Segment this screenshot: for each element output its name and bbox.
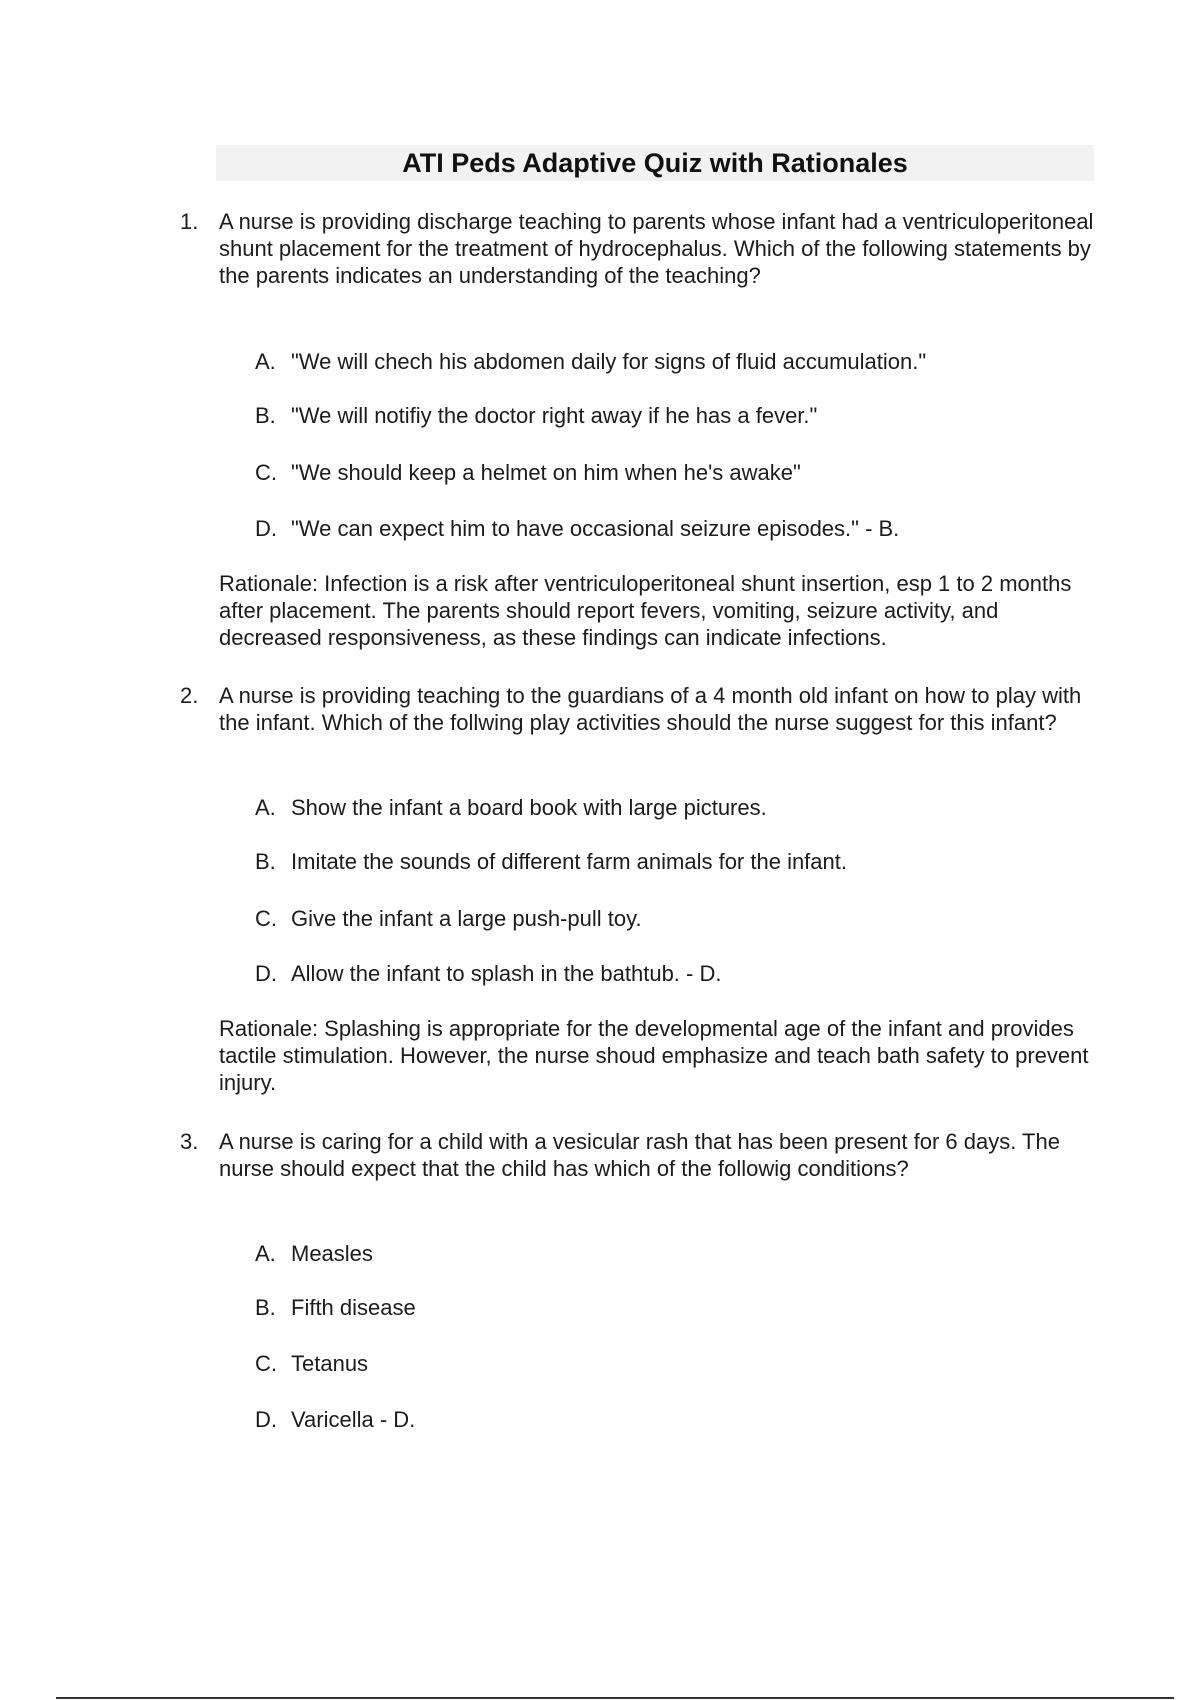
- option-text: "We can expect him to have occasional seizure episodes." - B.: [291, 516, 900, 541]
- option-text: Varicella - D.: [291, 1407, 416, 1432]
- answer-option-a: [255, 794, 767, 821]
- option-text: Imitate the sounds of different farm animals for the infant.: [291, 849, 847, 874]
- option-text: "We should keep a helmet on him when he's awake": [291, 460, 801, 485]
- answer-option-c: [255, 905, 642, 932]
- answer-option-d: [255, 515, 899, 542]
- option-letter: A.: [255, 1241, 276, 1266]
- question-number: 1.: [180, 209, 199, 234]
- option-text: Fifth disease: [291, 1295, 416, 1320]
- option-text: Give the infant a large push-pull toy.: [291, 906, 642, 931]
- option-letter: B.: [255, 1295, 276, 1320]
- option-letter: A.: [255, 795, 276, 820]
- answer-option-d: [255, 1406, 415, 1433]
- option-letter: B.: [255, 403, 276, 428]
- answer-option-d: [255, 960, 721, 987]
- answer-option-c: [255, 1350, 368, 1377]
- option-letter: D.: [255, 961, 277, 986]
- option-text: Allow the infant to splash in the bathtub. - D.: [291, 961, 722, 986]
- option-letter: C.: [255, 1351, 277, 1376]
- answer-option-a: [255, 348, 926, 375]
- question-text: A nurse is caring for a child with a vesicular rash that has been present for 6 days. The nurse should expect that the child has which of the followig conditions?: [219, 1129, 1060, 1181]
- option-letter: D.: [255, 516, 277, 541]
- option-letter: A.: [255, 349, 276, 374]
- option-text: "We will chech his abdomen daily for signs of fluid accumulation.": [291, 349, 927, 374]
- question-text: A nurse is providing teaching to the guardians of a 4 month old infant on how to play with the infant. Which of the follwing play activities should the nurse suggest for this infant?: [219, 683, 1082, 735]
- option-letter: B.: [255, 849, 276, 874]
- option-text: "We will notifiy the doctor right away if he has a fever.": [291, 403, 818, 428]
- answer-option-c: [255, 459, 801, 486]
- answer-option-b: [255, 848, 847, 875]
- rationale-text: Rationale: Splashing is appropriate for the developmental age of the infant and provides tactile stimulation. However, the nurse shoud emphasize and teach bath safety to prevent injury.: [219, 1016, 1089, 1095]
- option-text: Show the infant a board book with large pictures.: [291, 795, 767, 820]
- option-letter: C.: [255, 906, 277, 931]
- page-title: ATI Peds Adaptive Quiz with Rationales: [216, 145, 1094, 181]
- option-text: Measles: [291, 1241, 373, 1266]
- answer-option-b: [255, 402, 817, 429]
- option-text: Tetanus: [291, 1351, 369, 1376]
- option-letter: D.: [255, 1407, 277, 1432]
- footer-divider: [56, 1697, 1174, 1699]
- option-letter: C.: [255, 460, 277, 485]
- rationale-text: Rationale: Infection is a risk after ventriculoperitoneal shunt insertion, esp 1 to 2 months after placement. The parents should report fevers, vomiting, seizure activity, and decreased responsiveness, as these findings can indicate infections.: [219, 571, 1072, 650]
- answer-option-a: [255, 1240, 373, 1267]
- question-text: A nurse is providing discharge teaching to parents whose infant had a ventriculoperitoneal shunt placement for the treatment of hydrocephalus. Which of the following statements by the parents indicates an understanding of the teaching?: [219, 209, 1094, 288]
- answer-option-b: [255, 1294, 416, 1321]
- question-number: 3.: [180, 1129, 199, 1154]
- question-number: 2.: [180, 683, 199, 708]
